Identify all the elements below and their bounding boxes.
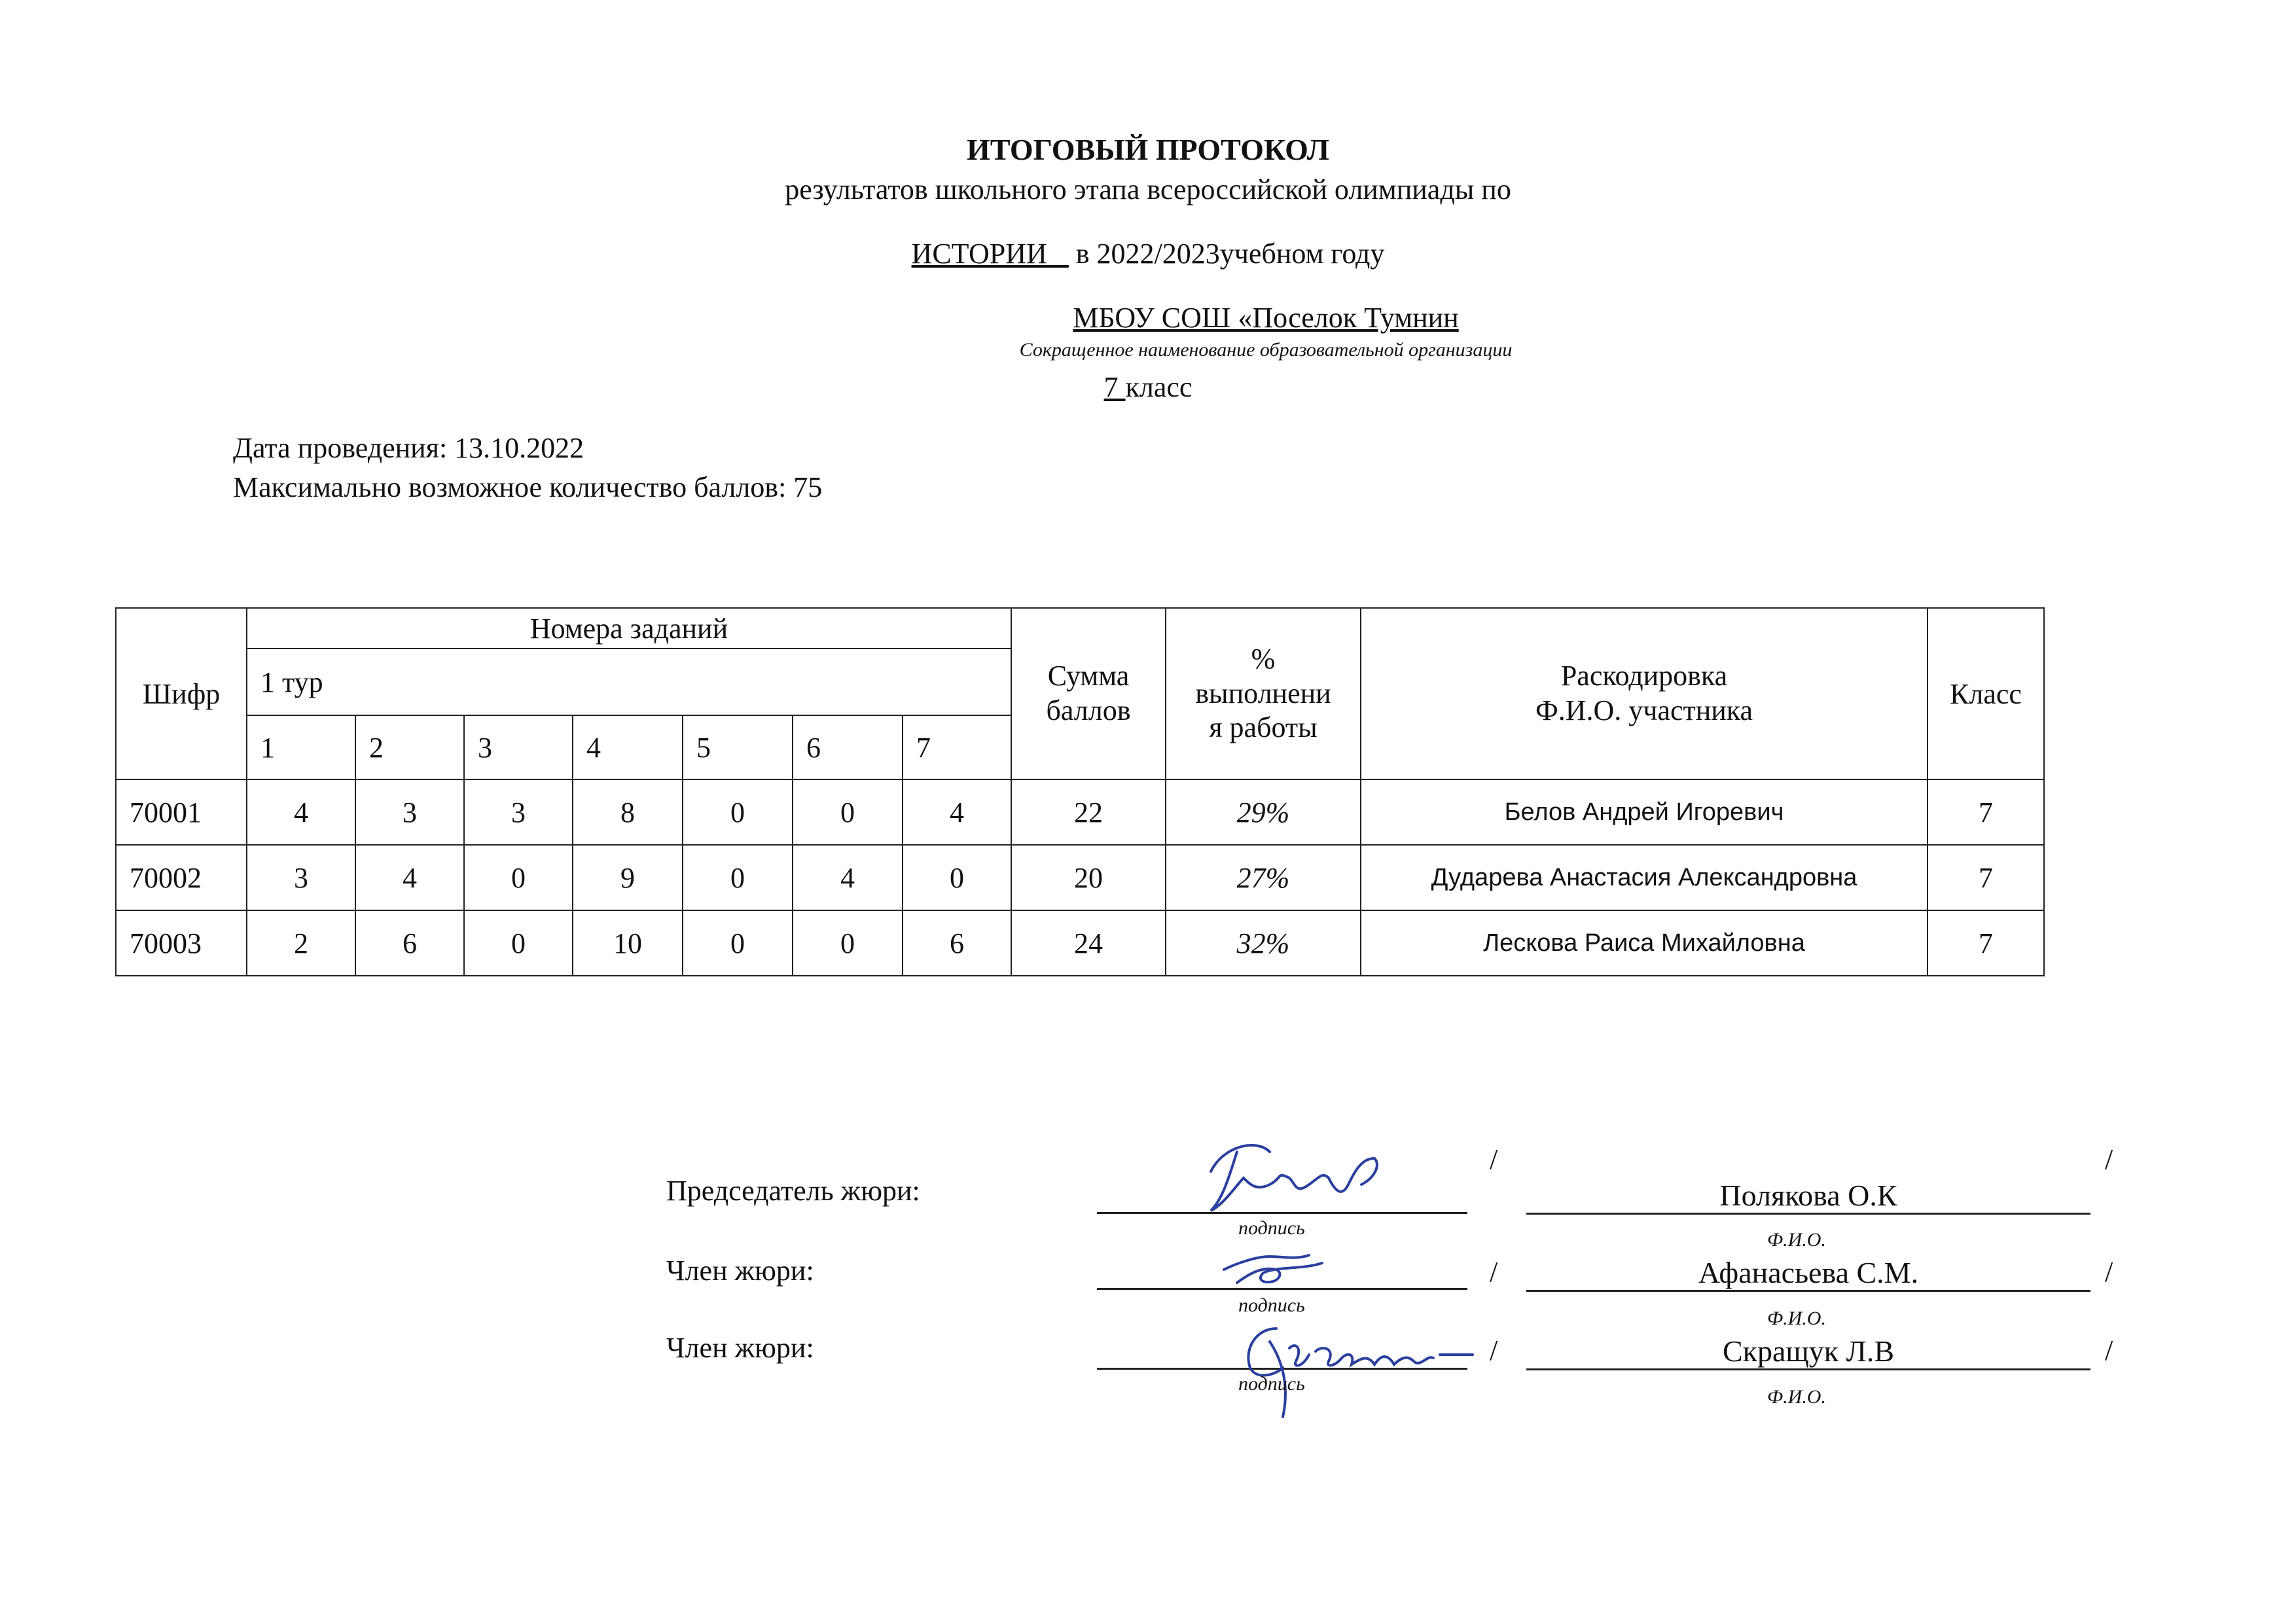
header-row-top (116, 608, 2044, 649)
score-cell: 0 (903, 845, 1011, 910)
task-number: 7 (903, 715, 1011, 779)
chair-signature-image (1198, 1132, 1394, 1224)
olympiad-date: Дата проведения: 13.10.2022 (233, 432, 584, 464)
chair-fio-caption: Ф.И.О. (1767, 1229, 1826, 1251)
grade-cell: 7 (1928, 910, 2044, 976)
score-cell: 3 (355, 779, 464, 845)
score-cell: 4 (903, 779, 1011, 845)
grade-suffix: класс (1125, 371, 1193, 403)
cipher-cell: 70002 (116, 845, 247, 910)
score-cell: 6 (355, 910, 464, 976)
score-cell: 0 (683, 779, 793, 845)
task-number: 5 (683, 715, 793, 779)
participant-name-cell: Лескова Раиса Михайловна (1361, 910, 1928, 976)
table-row (116, 910, 2044, 976)
member2-slash-left: / (1490, 1334, 1498, 1366)
member2-signature-caption: подпись (1238, 1373, 1305, 1395)
chair-slash-left: / (1490, 1143, 1498, 1175)
score-cell: 0 (683, 845, 793, 910)
score-cell: 8 (573, 779, 683, 845)
score-cell: 2 (247, 910, 355, 976)
table-row (116, 779, 2044, 845)
grade-cell: 7 (1928, 845, 2044, 910)
sum-header: Сумма баллов (1011, 608, 1166, 779)
member1-slash-right: / (2105, 1256, 2113, 1288)
results-table (115, 607, 2045, 976)
cipher-cell: 70001 (116, 779, 247, 845)
chair-slash-right: / (2105, 1143, 2113, 1175)
grade-line (0, 372, 2296, 403)
task-number: 2 (355, 715, 464, 779)
member2-signature-image (1230, 1302, 1479, 1420)
cipher-cell: 70003 (116, 910, 247, 976)
sum-cell: 20 (1011, 845, 1166, 910)
table-row (116, 845, 2044, 910)
member1-fio-caption: Ф.И.О. (1767, 1308, 1826, 1329)
score-cell: 4 (793, 845, 903, 910)
participant-name-cell: Белов Андрей Игоревич (1361, 779, 1928, 845)
max-score: Максимально возможное количество баллов: 75 (233, 471, 823, 503)
percent-header: % выполнени я работы (1166, 608, 1361, 779)
participant-name-cell: Дударева Анастасия Александровна (1361, 845, 1928, 910)
task-number: 4 (573, 715, 683, 779)
member2-slash-right: / (2105, 1334, 2113, 1366)
member1-slash-left: / (1490, 1256, 1498, 1288)
member2-name: Скращук Л.В (1526, 1334, 2090, 1370)
percent-cell: 29% (1166, 779, 1361, 845)
task-number: 6 (793, 715, 903, 779)
percent-cell: 32% (1166, 910, 1361, 976)
score-cell: 6 (903, 910, 1011, 976)
subject-line (0, 238, 2296, 270)
subject-name: ИСТОРИИ _ (911, 238, 1069, 270)
score-cell: 4 (247, 779, 355, 845)
task-number: 3 (464, 715, 573, 779)
chair-signature-caption: подпись (1238, 1217, 1305, 1239)
document-subtitle: результатов школьного этапа всероссийской олимпиады по (785, 173, 1511, 205)
score-cell: 3 (464, 779, 573, 845)
member1-label: Член жюри: (666, 1255, 814, 1287)
grade-cell: 7 (1928, 779, 2044, 845)
score-cell: 0 (683, 910, 793, 976)
member1-signature-caption: подпись (1238, 1294, 1305, 1316)
member1-signature-image (1211, 1230, 1355, 1302)
score-cell: 3 (247, 845, 355, 910)
cipher-header: Шифр (116, 608, 247, 779)
decode-header: Раскодировка Ф.И.О. участника (1361, 608, 1928, 779)
score-cell: 0 (793, 779, 903, 845)
member1-name: Афанасьева С.М. (1526, 1255, 2090, 1292)
sum-cell: 22 (1011, 779, 1166, 845)
member2-fio-caption: Ф.И.О. (1767, 1386, 1826, 1408)
score-cell: 10 (573, 910, 683, 976)
percent-cell: 27% (1166, 845, 1361, 910)
score-cell: 0 (464, 910, 573, 976)
organization-caption: Сокращенное наименование образовательной организации (1019, 339, 1513, 361)
chair-name: Полякова О.К (1526, 1178, 2090, 1215)
organization-name: МБОУ СОШ «Поселок Тумнин (1073, 302, 1459, 334)
tour-header: 1 тур (247, 649, 1011, 715)
academic-year: в 2022/2023учебном году (1068, 238, 1385, 270)
chair-label: Председатель жюри: (666, 1175, 920, 1207)
score-cell: 0 (464, 845, 573, 910)
organization-line (118, 302, 2296, 334)
document-title: ИТОГОВЫЙ ПРОТОКОЛ (967, 133, 1329, 166)
score-cell: 9 (573, 845, 683, 910)
task-numbers-header: Номера заданий (247, 608, 1011, 649)
score-cell: 4 (355, 845, 464, 910)
score-cell: 0 (793, 910, 903, 976)
member2-label: Член жюри: (666, 1332, 814, 1364)
grade-number: 7 (1103, 371, 1126, 403)
task-number: 1 (247, 715, 355, 779)
sum-cell: 24 (1011, 910, 1166, 976)
grade-header: Класс (1928, 608, 2044, 779)
